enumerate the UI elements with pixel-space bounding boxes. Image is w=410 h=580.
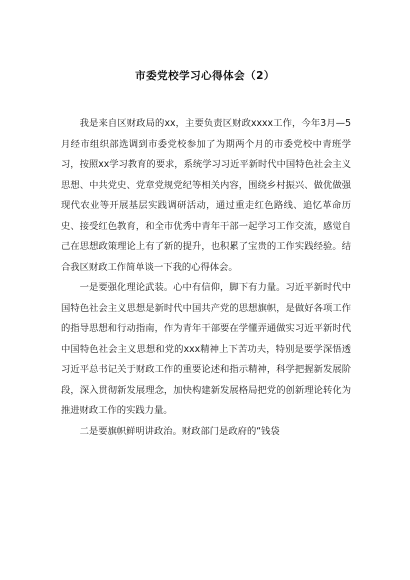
document-title: 市委党校学习心得体会（2） — [135, 70, 275, 82]
paragraph-3: 二是要旗帜鲜明讲政治。财政部门是政府的“钱袋 — [79, 425, 280, 437]
paragraph-2: 一是要强化理论武装。心中有信仰，脚下有力量。习近平新时代中国特色社会主义思想是新时代中国共产党的思想旗帜，是做好各项工作的指导思想和行动指南，作为青年干部要在学懂弄通做实习近平新时代中国特色社会主义思想和党的xxx精神上下苦功夫，特别是要学深悟透习近平总书记关于财政工作的重要论述和指示精神，科学把握新发展阶段，深入贯彻新发展理念，加快构建新发展格局把党的创新理论转化为推进财政工作的实践力量。 — [61, 282, 351, 416]
document-body — [61, 114, 351, 442]
paragraph-1: 我是来自区财政局的xx，主要负责区财政xxxx工作，今年3月—5月经市组织部选调到市委党校参加了为期两个月的市委党校中青班学习，按照xx学习教育的要求，系统学习习近平新时代中国特色社会主义思想、中共党史、党章党规党纪等相关内容，围绕乡村振兴、做优做强现代农业等开展基层实践调研活动，通过重走红色路线、追忆革命历史、接受红色教育，和全市优秀中青年干部一起学习工作交流，感觉自己在思想政策理论上有了新的提升，也积累了宝贵的工作实践经验。结合我区财政工作简单谈一下我的心得体会。 — [61, 118, 351, 273]
